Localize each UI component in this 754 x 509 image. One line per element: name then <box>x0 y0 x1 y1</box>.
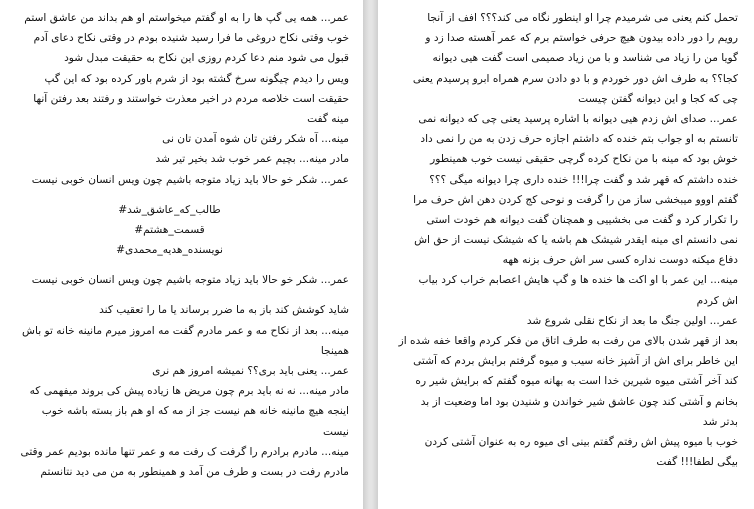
text-line: ویس را دیدم چیگونه سرخ گشته بود از شرم باور کرده بود که این گپ <box>44 72 349 85</box>
text-line: مینه گفت <box>307 112 349 125</box>
hashtag-line: قسمت_هشتم# <box>134 223 205 236</box>
text-line: مینه... مادرم برادرم را گرفت ک رفت مه و عمر تنها مانده بودیم عمر وقتی <box>20 445 349 458</box>
blank-line <box>10 260 349 270</box>
text-line: دفاع میکنه دوست نداره کسی سر اش حرف بزنه ههه <box>502 254 738 267</box>
text-line: مادر مینه... نه نه باید برم چون مریض ها زیاده پیش کی بروند میفهمی که <box>29 385 349 398</box>
text-line: بدتر شد <box>702 415 738 428</box>
text-line: خوب با میوه پیش اش رفتم گفتم بینی ای میوه ره به عنوان آشتی کردن <box>424 435 738 448</box>
text-line: گفتم اووو میبخشی ساز من را گرفت و نوحی کج کردن دهن اش حرف مرا <box>413 193 738 206</box>
blank-line <box>10 190 349 200</box>
text-line: نیست <box>323 425 349 438</box>
text-line: عمر... صدای اش زدم هیی دیوانه با اشاره پرسید یعنی چی که دیوانه نمی <box>418 112 738 125</box>
text-line: همینجا <box>320 344 349 357</box>
text-line: خوش بود که مینه با من نکاح کرده گرچی حقیقی نیست خوب همینطور <box>430 153 738 166</box>
blank-line <box>10 290 349 300</box>
right-page-text <box>386 8 738 472</box>
text-line: عمر... شکر خو حالا باید زیاد متوجه باشیم چون ویس انسان خوبی نیست <box>31 173 349 186</box>
text-line: تحمل کنم یعنی می شرمیدم چرا او اینطور نگاه می کند؟؟؟ افف از آنجا <box>427 12 738 24</box>
text-line: عمر... اولین جنگ ما بعد از نکاح نقلی شروع شد <box>526 314 738 327</box>
text-line: گویا من را زیاد می شناسد و با من زیاد صمیمی است گفت هیی دیوانه <box>432 52 738 65</box>
right-page <box>378 0 754 509</box>
hashtag-line: نویسنده_هدیه_محمدی# <box>116 244 223 257</box>
page-gutter <box>363 0 378 509</box>
text-line: بعد از قهر شدن بالای من رفت به طرف اتاق من فکر کردم واقعا خفه شده از <box>398 335 738 347</box>
text-line: کجا؟؟ به طرف اش دور خوردم و با دو دادن سرم همراه ابرو پرسیدم یعنی <box>412 72 738 85</box>
text-line: عمر... یعنی باید بری؟؟ نمیشه امروز هم نری <box>152 365 349 377</box>
text-line: این خاطر برای اش از آشپز خانه سیب و میوه گرفتم برایش بردم که آشتی <box>413 355 738 368</box>
text-line: چی که کجا و این دیوانه گفتن چیست <box>578 92 738 105</box>
text-line: شاید کوشش کند باز به ما ضرر برساند یا ما را تعقیب کند <box>99 304 349 317</box>
text-line: عمر... همه یی گپ ها را به او گفتم میخواستم او هم بداند من عاشق استم <box>24 12 349 24</box>
text-line: کند آخر آشتی میوه شیرین خدا است به بهانه میوه گفتم که برایش شیر ره <box>415 375 738 388</box>
text-line: مادر مینه... بچیم عمر خوب شد بخیر تیر شد <box>155 153 349 166</box>
left-page-text <box>10 8 349 482</box>
text-line: را تکرار کرد و گفت می بخشییی و همچنان گفت دیوانه هم خودت استی <box>426 213 738 226</box>
left-page <box>0 0 363 509</box>
text-line: مینه... این عمر با او اکت ها خنده ها و گپ هایش اعصابم خراب کرد بیاب <box>418 274 738 287</box>
text-line: رویم را دور داده بیدون هیچ حرفی خواستم برم که عمر آهسته صدا زد و <box>425 32 738 45</box>
text-line: مینه... آه شکر رفتن تان شوه آمدن تان نی <box>162 133 349 146</box>
text-line: اینجه هیچ مانینه خانه هم نیست جز از مه که او هم باز بسته باشه خوب <box>41 405 349 418</box>
hashtag-line: طالب_که_عاشق_شد# <box>118 203 221 216</box>
text-line: مینه... بعد از نکاح مه و عمر مادرم گفت مه امروز میرم مانینه خانه تو باش <box>22 324 349 337</box>
text-line: بیگی لطفا!!! گفت <box>656 456 738 469</box>
text-line: خنده داشتم که قهر شد و گفت چرا!!! خنده داری چرا دیوانه میگی ؟؟؟ <box>429 173 738 186</box>
text-line: عمر... شکر خو حالا باید زیاد متوجه باشیم چون ویس انسان خوبی نیست <box>31 274 349 287</box>
text-line: اش کردم <box>696 294 738 307</box>
text-line: نمی دانستم ای مینه ایقدر شیشک هم باشه یا که شیشک نیست از حق اش <box>414 234 738 247</box>
text-line: قبول می شود منم دعا کردم روزی این نکاح به حقیقت مبدل شود <box>64 52 349 65</box>
text-line: حقیقت است خلاصه مردم در اخیر معذرت خواستند و رفتند بعد رفتن آنها <box>33 92 349 105</box>
text-line: مادرم رفت در بست و طرف من آمد و همینطور به من می دید نتانستم <box>40 465 349 478</box>
text-line: بخانم و آشتی کند چون عاشق شیر خواندن و شنیدن بود اما وضعیت از بد <box>420 395 738 408</box>
text-line: تانستم به او جواب بتم خنده که داشتم اجازه حرف زدن به من را نمی داد <box>420 133 738 146</box>
text-line: خوب وقتی نکاح دروغی ما فرا رسید شنیده بودم در وقتی نکاح دعای آدم <box>33 32 349 45</box>
